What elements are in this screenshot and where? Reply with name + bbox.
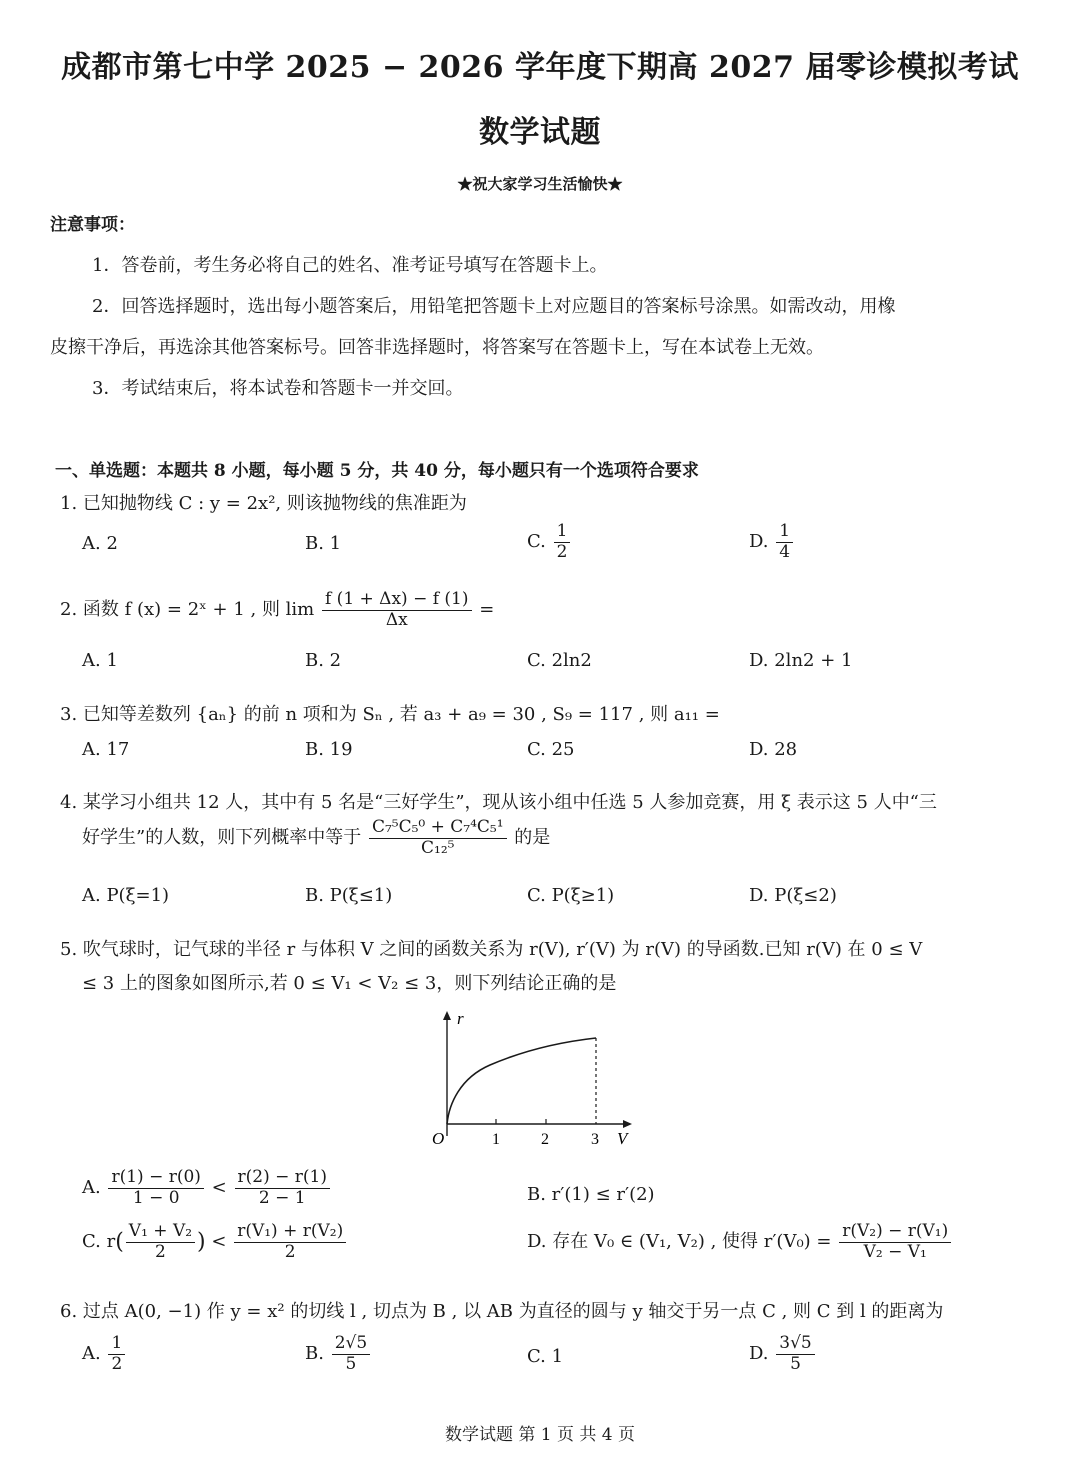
q5-a-f2-num: r(2) − r(1) [235,1168,330,1189]
q2-option-b: B. 2 [305,650,342,671]
q6-option-b [305,1334,372,1374]
q5-line-2: ≤ 3 上的图象如图所示,若 0 ≤ V₁ < V₂ ≤ 3，则下列结论正确的是 [82,973,617,994]
q3-option-d: D. 28 [749,739,798,760]
q1-option-a: A. 2 [82,533,118,554]
subject-title: 数学试题 [479,115,601,150]
q5-c-paren-close: ) [197,1229,206,1255]
q4-line-2 [82,818,550,858]
q6-option-d-label: D. [749,1343,769,1365]
exam-title: 成都市第七中学 2025 − 2026 学年度下期高 2027 届零诊模拟考试 [61,50,1019,85]
q6-a-den: 2 [111,1353,123,1374]
q1-d-den: 4 [779,541,791,562]
q6-stem: 6. 过点 A(0, −1) 作 y = x² 的切线 l , 切点为 B , 以 AB 为直径的圆与 y 轴交于另一点 C , 则 C 到 l 的距离为 [60,1301,944,1322]
q5-a-f2-den: 2 − 1 [258,1187,306,1208]
q5-option-d [527,1222,953,1262]
note-item-1: 1．答卷前，考生务必将自己的姓名、准考证号填写在答题卡上。 [92,255,608,276]
q1-option-d [749,522,795,562]
q2-option-a: A. 1 [82,650,118,671]
q4-line-2-post: 的是 [514,827,551,849]
x-axis-arrow-icon [623,1120,632,1128]
q5-a-f1-num: r(1) − r(0) [108,1168,203,1189]
q6-option-a [82,1334,127,1374]
q3-stem: 3. 已知等差数列 {aₙ} 的前 n 项和为 Sₙ , 若 a₃ + a₉ = 30 , S₉ = 117 , 则 a₁₁ = [60,704,720,725]
q2-stem-fraction [322,590,472,630]
q6-a-num: 1 [108,1334,125,1355]
q5-line-1: 5. 吹气球时，记气球的半径 r 与体积 V 之间的函数关系为 r(V), r′(V) 为 r(V) 的导函数.已知 r(V) 在 0 ≤ V [60,939,923,960]
q5-d-num: r(V₂) − r(V₁) [839,1222,951,1243]
q5-option-c-label: C. [82,1231,101,1253]
q1-d-num: 1 [776,522,793,543]
note-item-3: 3．考试结束后，将本试卷和答题卡一并交回。 [92,378,464,399]
q6-d-den: 5 [790,1353,801,1374]
q5-c-f2-num: r(V₁) + r(V₂) [234,1222,346,1243]
q4-option-a: A. P(ξ=1) [82,885,170,906]
q2-frac-num: f (1 + Δx) − f (1) [322,590,472,611]
notes-heading: 注意事项： [50,215,135,235]
q2-stem-pre: 2. 函数 f (x) = 2ˣ + 1 , 则 lim [60,599,315,621]
note-item-2-line-2: 皮擦干净后，再选涂其他答案标号。回答非选择题时，将答案写在答题卡上，写在本试卷上无效。 [50,337,824,358]
wish-line: ★祝大家学习生活愉快★ [457,175,623,193]
r-curve [447,1038,596,1124]
q5-option-a-label: A. [82,1177,101,1199]
q5-c-fraction-2 [234,1222,346,1262]
q2-option-d: D. 2ln2 + 1 [749,650,853,671]
origin-label: O [432,1129,445,1148]
q5-c-f1-num: V₁ + V₂ [126,1222,195,1243]
q4-frac-num: C₇⁵C₅⁰ + C₇⁴C₅¹ [369,818,507,839]
q5-c-paren-open: ( [115,1229,124,1255]
q1-stem: 1. 已知抛物线 C : y = 2x², 则该抛物线的焦准距为 [60,493,467,514]
tick-label-1: 1 [492,1131,500,1148]
q5-option-b: B. r′(1) ≤ r′(2) [527,1184,655,1205]
q4-line-2-pre: 好学生”的人数，则下列概率中等于 [82,827,362,849]
q5-c-func: r [106,1231,116,1253]
y-axis-label: r [457,1009,464,1028]
q1-c-num: 1 [554,522,571,543]
y-axis-arrow-icon [443,1011,451,1020]
q5-c-f1-den: 2 [155,1241,166,1262]
q4-option-c: C. P(ξ≥1) [527,885,615,906]
q6-a-fraction [108,1334,125,1374]
q6-option-b-label: B. [305,1343,324,1365]
q5-c-fraction-1 [126,1222,195,1262]
q2-stem-post: = [479,599,495,621]
x-axis-label: V [617,1129,628,1148]
q5-d-pre: D. 存在 V₀ ∈ (V₁, V₂) , 使得 r′(V₀) = [527,1231,832,1253]
q5-option-c [82,1222,348,1262]
q6-d-num: 3√5 [776,1334,814,1355]
q1-option-c-label: C. [527,531,546,553]
q1-option-d-label: D. [749,531,769,553]
q1-option-d-fraction [776,522,793,562]
q2-option-c: C. 2ln2 [527,650,592,671]
note-item-2-line-1: 2．回答选择题时，选出每小题答案后，用铅笔把答题卡上对应题目的答案标号涂黑。如需改动，用橡 [92,296,896,317]
q4-frac-den: C₁₂⁵ [421,837,455,858]
tick-label-3: 3 [591,1131,599,1148]
q6-b-den: 5 [345,1353,357,1374]
q5-c-operator: < [211,1231,227,1253]
q6-option-c: C. 1 [527,1346,564,1367]
q5-a-fraction-2 [235,1168,330,1208]
q5-c-f2-den: 2 [284,1241,296,1262]
q4-option-d: D. P(ξ≤2) [749,885,837,906]
q6-d-fraction [776,1334,814,1374]
section-heading: 一、单选题：本题共 8 小题，每小题 5 分，共 40 分，每小题只有一个选项符合要求 [55,461,699,481]
q4-line-1: 4. 某学习小组共 12 人，其中有 5 名是“三好学生”，现从该小组中任选 5 人参加竞赛，用 ξ 表示这 5 人中“三 [60,792,937,813]
q4-fraction [369,818,507,858]
q1-c-den: 2 [556,541,568,562]
q6-option-a-label: A. [82,1343,101,1365]
q6-option-d [749,1334,817,1374]
q5-d-fraction [839,1222,951,1262]
q5-d-den: V₂ − V₁ [863,1241,927,1262]
q6-b-fraction [332,1334,370,1374]
q3-option-b: B. 19 [305,739,353,760]
q1-option-c [527,522,572,562]
q5-graph [420,1008,650,1153]
tick-label-2: 2 [541,1131,549,1148]
q2-frac-den: Δx [385,609,408,630]
q4-option-b: B. P(ξ≤1) [305,885,393,906]
q5-a-fraction-1 [108,1168,203,1208]
q5-option-a [82,1168,332,1208]
q5-a-f1-den: 1 − 0 [132,1187,180,1208]
q5-a-operator: < [211,1177,227,1199]
q3-option-c: C. 25 [527,739,575,760]
q1-option-c-fraction [554,522,571,562]
page-footer: 数学试题 第 1 页 共 4 页 [444,1425,636,1445]
q2-stem [60,590,494,630]
q1-option-b: B. 1 [305,533,342,554]
q6-b-num: 2√5 [332,1334,370,1355]
q3-option-a: A. 17 [82,739,130,760]
